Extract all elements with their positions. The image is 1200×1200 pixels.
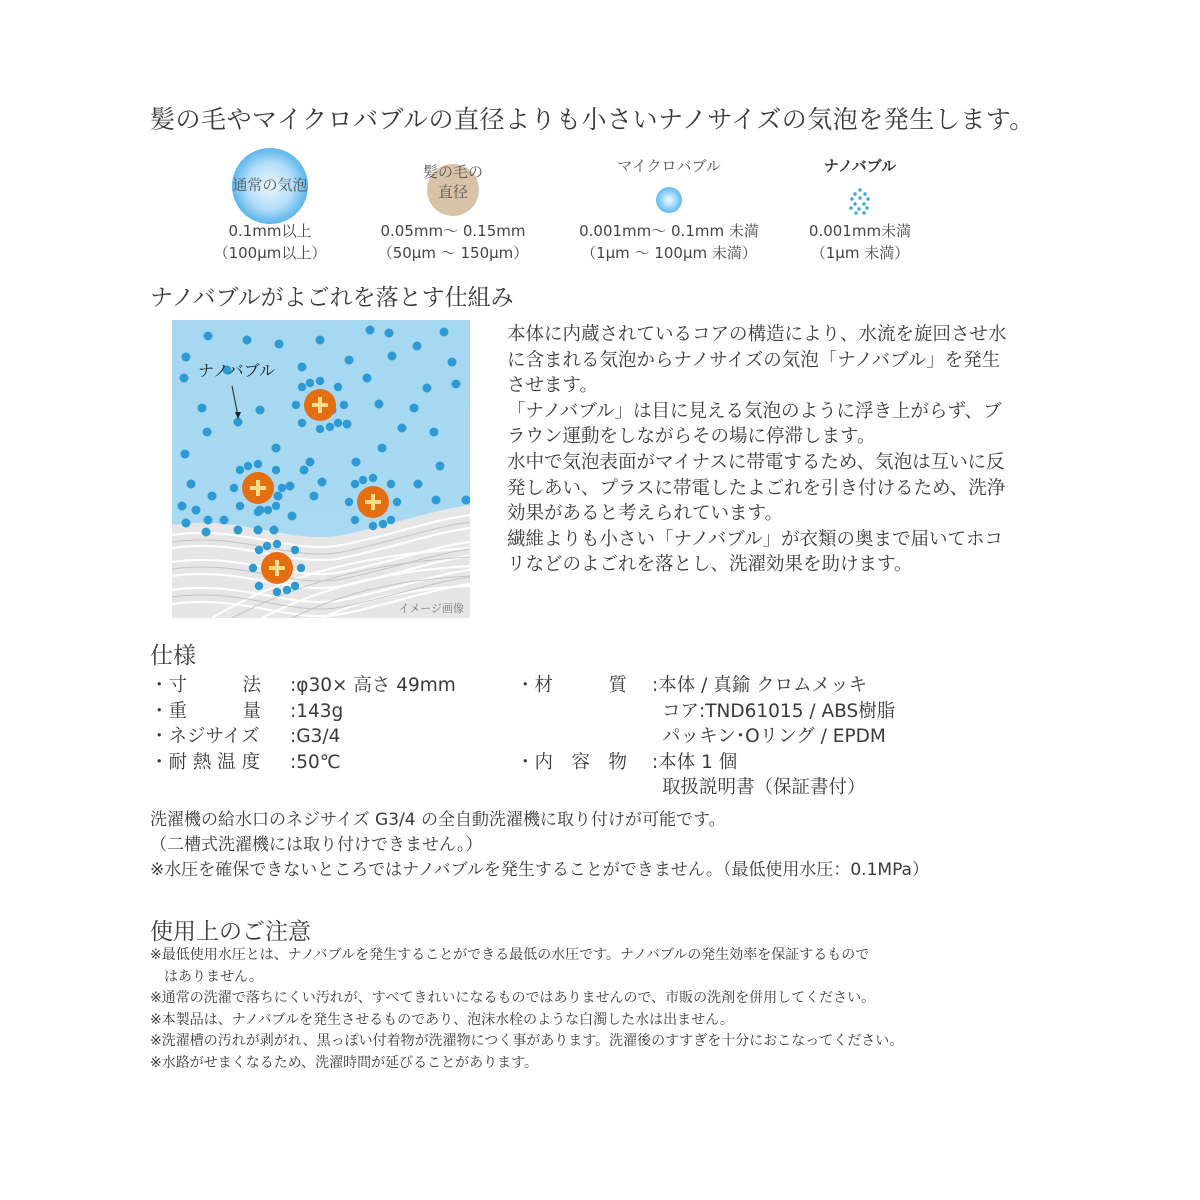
- bubble-label: 髪の毛の 直径: [422, 163, 483, 201]
- caution-item: ※最低使用水圧とは、ナノバブルを発生することができる最低の水圧です。ナノバブルの発生効率を保証するもので: [150, 947, 870, 963]
- spec-notes: [150, 808, 929, 883]
- contents-label: ・内 容 物: [516, 751, 628, 773]
- contents-value: 本体 1 個: [658, 751, 738, 773]
- spec-title: 仕様: [150, 643, 196, 669]
- paragraph: 「ナノバブル」は目に見える気泡のように浮き上がらず、ブラウン運動をしながらその場に停滞します。: [507, 400, 1002, 448]
- paragraph: 繊維よりも小さい「ナノバブル」が衣類の奥まで届いてホコリなどのよごれを落とし、洗濯効果を助けます。: [507, 528, 1003, 576]
- bubble-size: 0.001mm未満: [808, 222, 912, 240]
- contents-value: 取扱説明書（保証書付）: [662, 777, 866, 798]
- nanobubble-label: ナノバブル: [198, 361, 275, 380]
- mechanism-title: ナノバブルがよごれを落とす仕組み: [150, 285, 514, 311]
- caution-item: ※洗濯槽の汚れが剥がれ、黒っぽい付着物が洗濯物につく事があります。洗濯後のすすぎを十分におこなってください。: [150, 1033, 904, 1049]
- image-note: イメージ画像: [398, 602, 464, 615]
- bubble-size-um: （1µm 未満）: [810, 244, 910, 262]
- headline: 髪の毛やマイクロバブルの直径よりも小さいナノサイズの気泡を発生します。: [150, 105, 1035, 134]
- bubble-size: 0.1mm以上: [228, 222, 312, 240]
- bubble-label: ナノバブル: [823, 157, 897, 175]
- caution-item: ※本製品は、ナノバブルを発生させるものであり、泡沫水栓のような白濁した水は出ません。: [150, 1011, 734, 1028]
- spec-row: ・寸 法 :φ30× 高さ 49mm: [150, 675, 456, 696]
- bubble-size-um: （1µm ～ 100µm 未満）: [581, 244, 757, 262]
- bubble-nano: [795, 146, 925, 264]
- caution-item: ※通常の洗濯で落ちにくい汚れが、すべてきれいになるものではありませんので、市販の洗剤を併用してください。: [150, 990, 876, 1006]
- paragraph: 本体に内蔵されているコアの構造により、水流を旋回させ水に含まれる気泡からナノサイズの気泡「ナノバブル」を発生させます。: [507, 324, 1007, 397]
- note-line: ※水圧を確保できないところではナノバブルを発生することができません。（最低使用水圧：0.1MPa）: [150, 860, 929, 880]
- note-line: 洗濯機の給水口のネジサイズ G3/4 の全自動洗濯機に取り付けが可能です。: [150, 810, 726, 830]
- caution-title: 使用上のご注意: [150, 919, 311, 945]
- material-label: ・材 質: [516, 675, 628, 696]
- paragraph: 水中で気泡表面がマイナスに帯電するため、気泡は互いに反発しあい、プラスに帯電したよごれを引き付けるため、洗浄効果があると考えられています。: [507, 451, 1006, 525]
- bubble-label: 通常の気泡: [232, 176, 308, 194]
- material-value: コア:TND61015 / ABS樹脂: [662, 700, 896, 722]
- mechanism-diagram: [172, 320, 470, 618]
- bubble-size-um: （100µm以上）: [213, 244, 327, 262]
- spec-left-column: [150, 673, 456, 775]
- mechanism-description: [507, 322, 1007, 578]
- note-line: （二槽式洗濯機には取り付けできません。）: [150, 835, 483, 855]
- bubble-size-um: （50µm ～ 150µm）: [377, 244, 529, 262]
- material-value: パッキン･Oリング / EPDM: [662, 726, 886, 747]
- material-value: 本体 / 真鍮 クロムメッキ: [658, 675, 868, 696]
- spec-row: ・重 量 :143g: [150, 700, 344, 722]
- spec-right-column: ・材 質 :本体 / 真鍮 クロムメッキ コア:TND61015 / ABS樹脂 パッキン･Oリング / EPDM ・内 容 物 :本体 1 個 取扱説明書（保証書付）: [516, 673, 895, 801]
- caution-item: ※水路がせまくなるため、洗濯時間が延びることがあります。: [150, 1054, 539, 1071]
- caution-item: はありません。: [150, 968, 263, 985]
- bubble-size: 0.001mm～ 0.1mm 未満: [579, 222, 759, 240]
- bubble-micro: [566, 146, 772, 264]
- spec-row: ・耐 熱 温 度 :50℃: [150, 751, 341, 773]
- caution-list: [150, 945, 903, 1074]
- bubble-hair: [373, 146, 533, 264]
- bubble-normal: [200, 146, 340, 264]
- bubble-label: マイクロバブル: [617, 157, 721, 175]
- bubble-size: 0.05mm～ 0.15mm: [380, 222, 526, 240]
- spec-row: ・ネジサイズ :G3/4: [150, 726, 341, 747]
